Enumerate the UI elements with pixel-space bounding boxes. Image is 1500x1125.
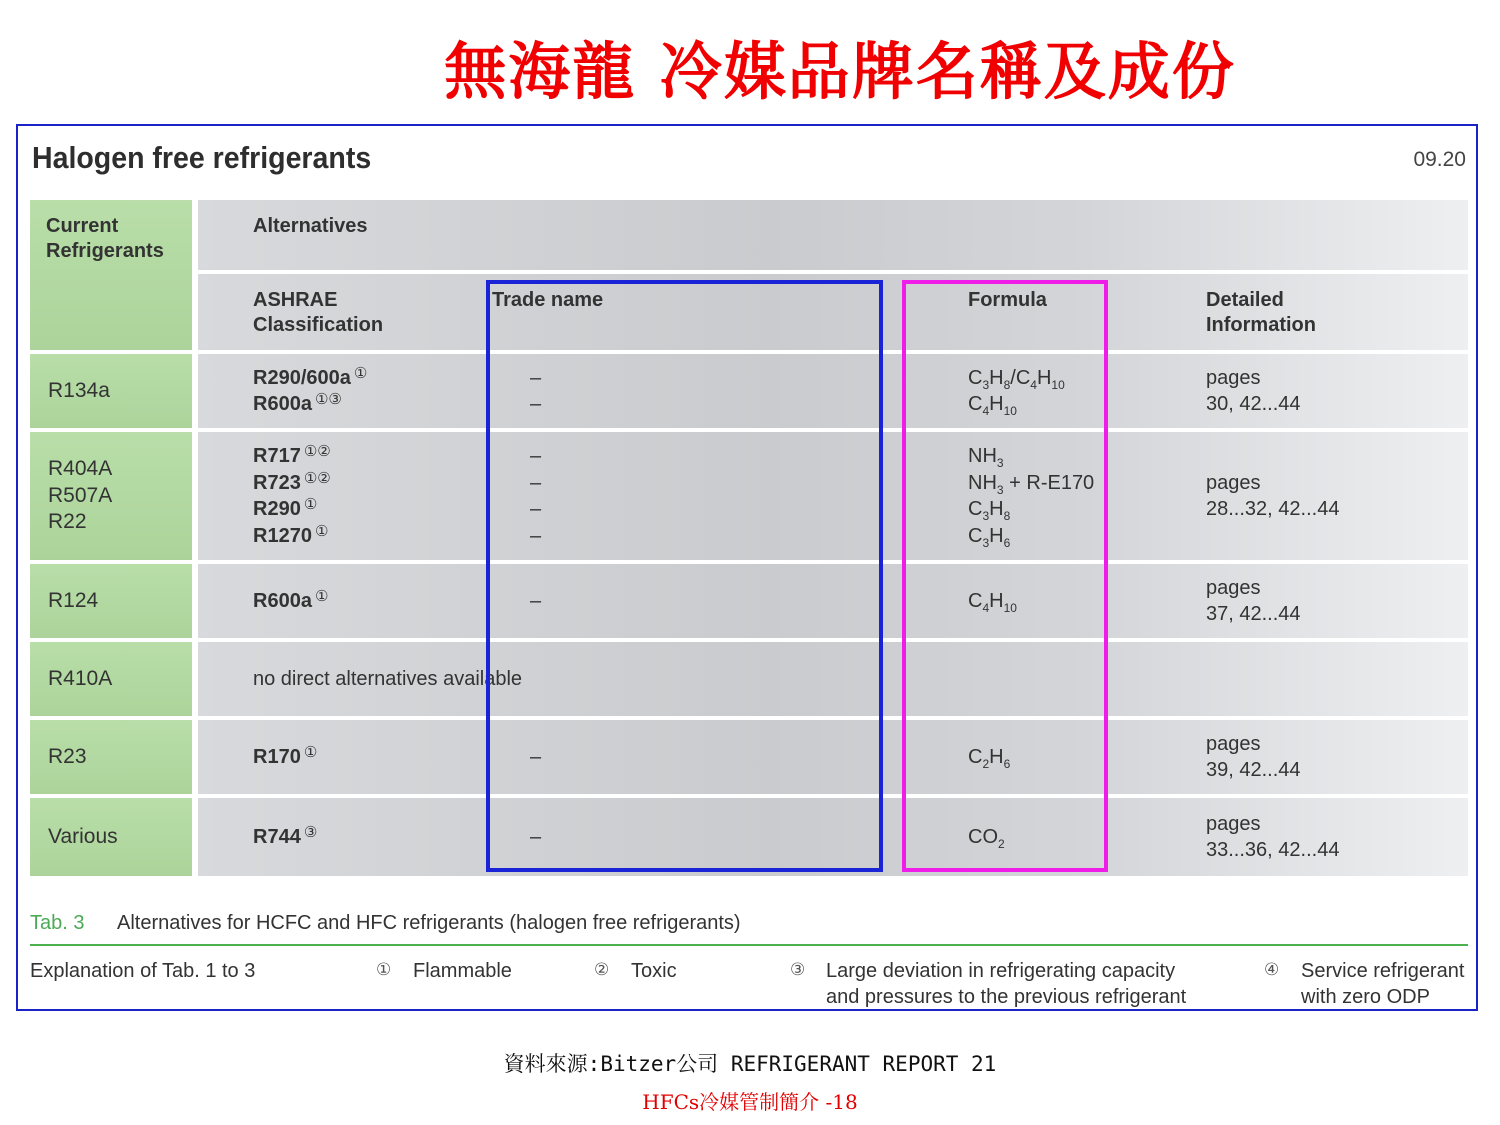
explanation-text-2: Toxic bbox=[631, 960, 677, 982]
ashrae-name: R744 bbox=[253, 825, 301, 848]
ashrae-name: R290/600a bbox=[253, 366, 351, 389]
trade-name-highlight bbox=[486, 280, 883, 872]
current-refrigerant: R507A bbox=[48, 483, 113, 507]
trade-name: – bbox=[530, 393, 542, 415]
current-refrigerant: R134a bbox=[48, 378, 110, 402]
ashrae-marks: ① bbox=[303, 496, 318, 513]
ashrae-list bbox=[253, 443, 331, 549]
pages-range: 33...36, 42...44 bbox=[1206, 839, 1340, 861]
explanation-label: Explanation of Tab. 1 to 3 bbox=[30, 960, 256, 982]
trade-name: – bbox=[530, 471, 542, 494]
formula-part: H bbox=[989, 366, 1004, 389]
ashrae-item bbox=[253, 496, 331, 523]
ashrae-marks: ①② bbox=[303, 469, 331, 487]
formula-part: H bbox=[989, 589, 1004, 612]
ashrae-marks: ① bbox=[314, 587, 329, 605]
ashrae-name: R290 bbox=[253, 498, 301, 520]
formula-subscript: 6 bbox=[1003, 756, 1011, 771]
current-refrigerant: R23 bbox=[48, 744, 87, 768]
header-ashrae: ASHRAE Classification bbox=[253, 289, 384, 336]
current-refrigerant-list bbox=[48, 666, 112, 693]
document-code: 09.20 bbox=[1413, 148, 1466, 171]
pages-range: 30, 42...44 bbox=[1206, 393, 1301, 415]
header-current-cell bbox=[30, 200, 192, 350]
formula-part: /C bbox=[1010, 366, 1031, 389]
no-alternative-text: no direct alternatives available bbox=[253, 668, 523, 690]
formula-part: C bbox=[968, 393, 983, 415]
current-refrigerant: R404A bbox=[48, 457, 113, 481]
ashrae-marks: ①② bbox=[303, 443, 331, 460]
formula-subscript: 3 bbox=[982, 509, 990, 523]
formula-subscript: 4 bbox=[1030, 377, 1037, 392]
formula-part: CO bbox=[968, 825, 998, 848]
ashrae-list bbox=[253, 588, 328, 615]
trade-name: – bbox=[530, 589, 542, 612]
ashrae-marks: ① bbox=[353, 364, 368, 382]
ashrae-marks: ①③ bbox=[314, 391, 342, 408]
current-refrigerant-cell bbox=[30, 354, 192, 428]
explanation-text-1: Flammable bbox=[413, 960, 512, 982]
pages-label: pages bbox=[1206, 812, 1261, 835]
explanation-mark-3: ③ bbox=[790, 960, 806, 979]
current-refrigerant-list bbox=[48, 588, 98, 615]
current-refrigerant: R124 bbox=[48, 588, 99, 612]
current-refrigerant-cell bbox=[30, 720, 192, 794]
explanation-mark-4: ④ bbox=[1264, 960, 1280, 979]
formula-part: H bbox=[989, 393, 1004, 415]
ashrae-item bbox=[253, 365, 367, 392]
formula-subscript: 3 bbox=[982, 377, 990, 392]
explanation-text-4: Service refrigerant with zero ODP bbox=[1301, 960, 1465, 1008]
ashrae-marks: ③ bbox=[303, 823, 318, 841]
pages-range: 37, 42...44 bbox=[1206, 603, 1301, 625]
ashrae-name: R170 bbox=[253, 745, 301, 768]
ashrae-name: R1270 bbox=[253, 524, 312, 547]
formula-part: C bbox=[968, 366, 983, 389]
formula-subscript: 2 bbox=[998, 836, 1005, 851]
explanation-mark-1: ① bbox=[376, 960, 392, 979]
ashrae-marks: ① bbox=[303, 743, 318, 761]
current-refrigerant-list bbox=[48, 378, 110, 405]
current-refrigerant-cell bbox=[30, 642, 192, 716]
formula-subscript: 2 bbox=[982, 756, 990, 771]
ashrae-item bbox=[253, 523, 331, 550]
formula-part: H bbox=[989, 745, 1004, 768]
detailed-info bbox=[1206, 365, 1301, 418]
document-frame bbox=[16, 124, 1478, 1011]
ashrae-item bbox=[253, 588, 328, 615]
formula-part: + R-E170 bbox=[1003, 471, 1095, 494]
formula-part: C bbox=[968, 589, 983, 612]
trade-name: – bbox=[530, 498, 542, 520]
ashrae-name: R600a bbox=[253, 393, 312, 415]
explanation-text-3: Large deviation in refrigerating capacity and pressures to the previous refrigerant bbox=[826, 960, 1187, 1008]
pages-label: pages bbox=[1206, 732, 1261, 755]
formula-subscript: 8 bbox=[1003, 509, 1011, 523]
current-refrigerant-cell bbox=[30, 798, 192, 876]
ashrae-marks: ① bbox=[314, 522, 329, 540]
current-refrigerant-list bbox=[48, 456, 112, 536]
formula-part: NH bbox=[968, 471, 997, 494]
formula-subscript: 10 bbox=[1003, 600, 1017, 615]
current-refrigerant: Various bbox=[48, 824, 118, 848]
pages-range: 28...32, 42...44 bbox=[1206, 498, 1340, 520]
header-trade-name: Trade name bbox=[492, 289, 604, 311]
trade-name: – bbox=[530, 825, 542, 848]
formula-subscript: 10 bbox=[1051, 377, 1065, 392]
formula-part: C bbox=[968, 745, 983, 768]
formula-subscript: 4 bbox=[982, 404, 990, 418]
page-number: HFCs冷媒管制簡介 -18 bbox=[642, 1090, 858, 1114]
pages-range: 39, 42...44 bbox=[1206, 759, 1301, 781]
current-refrigerant-list bbox=[48, 824, 118, 851]
current-refrigerant-list bbox=[48, 744, 87, 771]
detailed-info bbox=[1206, 575, 1301, 628]
ashrae-item bbox=[253, 744, 317, 771]
caption-text: Alternatives for HCFC and HFC refrigerants (halogen free refrigerants) bbox=[117, 912, 741, 934]
header-alternatives: Alternatives bbox=[253, 215, 368, 237]
ashrae-name: R723 bbox=[253, 471, 301, 494]
ashrae-item bbox=[253, 443, 331, 470]
detailed-info bbox=[1206, 811, 1339, 864]
ashrae-list bbox=[253, 744, 317, 771]
current-refrigerant: R410A bbox=[48, 666, 113, 690]
formula-part: H bbox=[989, 498, 1004, 520]
current-refrigerant-cell bbox=[30, 564, 192, 638]
current-refrigerant: R22 bbox=[48, 510, 87, 534]
explanation-mark-2: ② bbox=[594, 960, 610, 979]
ashrae-name: R600a bbox=[253, 589, 312, 612]
formula-subscript: 8 bbox=[1003, 377, 1011, 392]
trade-name: – bbox=[530, 524, 542, 547]
document-title: Halogen free refrigerants bbox=[32, 140, 372, 175]
detailed-info bbox=[1206, 470, 1339, 523]
detailed-info bbox=[1206, 731, 1301, 784]
formula-subscript: 4 bbox=[982, 600, 990, 615]
trade-name: – bbox=[530, 445, 542, 467]
source-citation: 資料來源:Bitzer公司 REFRIGERANT REPORT 21 bbox=[503, 1052, 997, 1076]
formula-part: H bbox=[989, 524, 1004, 547]
formula-subscript: 3 bbox=[982, 535, 990, 550]
slide-title: 無海龍 冷媒品牌名稱及成份 bbox=[444, 35, 1236, 108]
pages-label: pages bbox=[1206, 471, 1261, 494]
ashrae-item bbox=[253, 824, 317, 851]
ashrae-list bbox=[253, 365, 367, 418]
header-current: Current Refrigerants bbox=[46, 215, 164, 262]
trade-name: – bbox=[530, 366, 542, 389]
caption-divider bbox=[30, 944, 1468, 946]
pages-label: pages bbox=[1206, 576, 1261, 599]
formula-part: C bbox=[968, 524, 983, 547]
ashrae-item bbox=[253, 391, 367, 418]
formula-subscript: 10 bbox=[1003, 404, 1017, 418]
formula-subscript: 3 bbox=[996, 456, 1004, 470]
formula-part: H bbox=[1036, 366, 1052, 389]
formula-part: C bbox=[968, 498, 983, 520]
ashrae-list bbox=[253, 824, 317, 851]
pages-label: pages bbox=[1206, 366, 1261, 389]
formula-subscript: 6 bbox=[1003, 535, 1011, 550]
ashrae-name: R717 bbox=[253, 445, 301, 467]
caption-label: Tab. 3 bbox=[30, 912, 85, 934]
header-detailed: Detailed Information bbox=[1206, 289, 1316, 336]
ashrae-item bbox=[253, 470, 331, 497]
header-alternatives-cell bbox=[198, 200, 1468, 270]
trade-name: – bbox=[530, 745, 542, 768]
formula-subscript: 3 bbox=[996, 482, 1004, 497]
header-formula: Formula bbox=[968, 289, 1047, 311]
formula-part: NH bbox=[968, 445, 997, 467]
formula-highlight bbox=[902, 280, 1108, 872]
current-refrigerant-cell bbox=[30, 432, 192, 560]
